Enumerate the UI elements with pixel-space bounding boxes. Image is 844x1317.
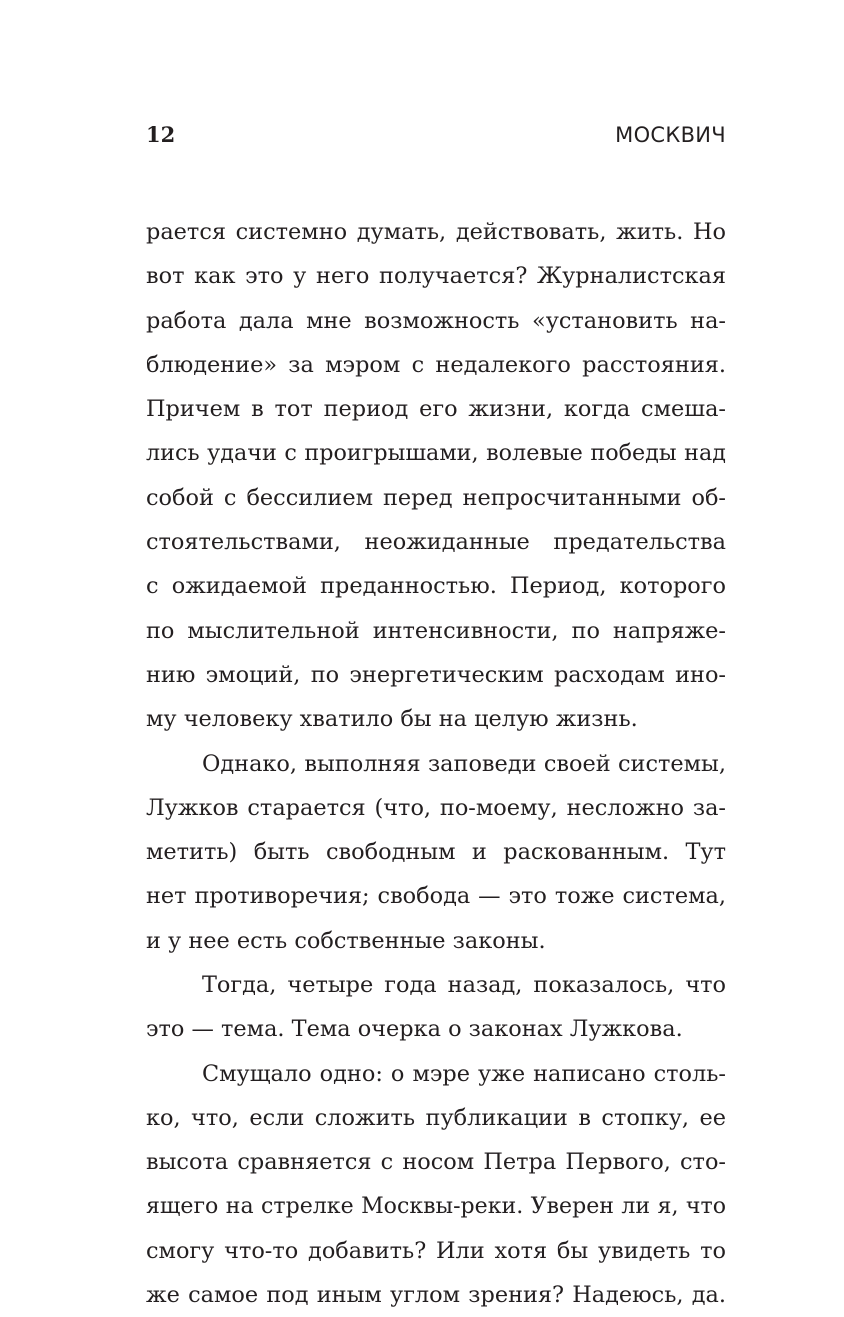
text-line: рается системно думать, действовать, жить. Но <box>146 219 726 245</box>
running-title: МОСКВИЧ <box>615 123 726 147</box>
text-line: му человеку хватило бы на целую жизнь. <box>146 706 638 733</box>
text-line: собой с бессилием перед непросчитанными об- <box>146 484 726 511</box>
text-line: Лужков старается (что, по-моему, несложно за- <box>146 794 726 821</box>
text-line: Тогда, четыре года назад, показалось, что <box>202 972 726 999</box>
text-line: работа дала мне возможность «установить на- <box>146 307 726 334</box>
text-line: вот как это у него получается? Журналистская <box>146 263 726 290</box>
text-line: стоятельствами, неожиданные предательства <box>146 529 726 556</box>
page-number: 12 <box>146 122 176 147</box>
text-line: по мыслительной интенсивности, по напряже- <box>146 617 726 644</box>
text-line: блюдение» за мэром с недалекого расстояния. <box>146 351 726 378</box>
text-line: ящего на стрелке Москвы-реки. Уверен ли я, что <box>146 1193 726 1219</box>
text-line: Однако, выполняя заповеди своей системы, <box>202 750 726 777</box>
text-line: Причем в тот период его жизни, когда смеша- <box>146 396 726 423</box>
text-line: лись удачи с проигрышами, волевые победы над <box>146 440 726 467</box>
text-line: метить) быть свободным и раскованным. Тут <box>146 839 726 866</box>
text-line: с ожидаемой преданностью. Период, которого <box>146 573 726 600</box>
text-line: ко, что, если сложить публикации в стопку, ее <box>146 1104 726 1131</box>
text-line: смогу что-то добавить? Или хотя бы увидеть то <box>146 1237 726 1264</box>
text-line: же самое под иным углом зрения? Надеюсь, да. <box>146 1282 726 1309</box>
text-line: это — тема. Тема очерка о законах Лужкова. <box>146 1016 683 1043</box>
text-line: нию эмоций, по энергетическим расходам ино- <box>146 661 726 688</box>
text-line: и у нее есть собственные законы. <box>146 927 546 954</box>
text-line: нет противоречия; свобода — это тоже система, <box>146 883 726 910</box>
text-line: Смущало одно: о мэре уже написано столь- <box>202 1060 726 1087</box>
text-line: высота сравняется с носом Петра Первого, сто- <box>146 1149 726 1176</box>
running-head <box>146 118 726 158</box>
body-text <box>146 210 726 1317</box>
